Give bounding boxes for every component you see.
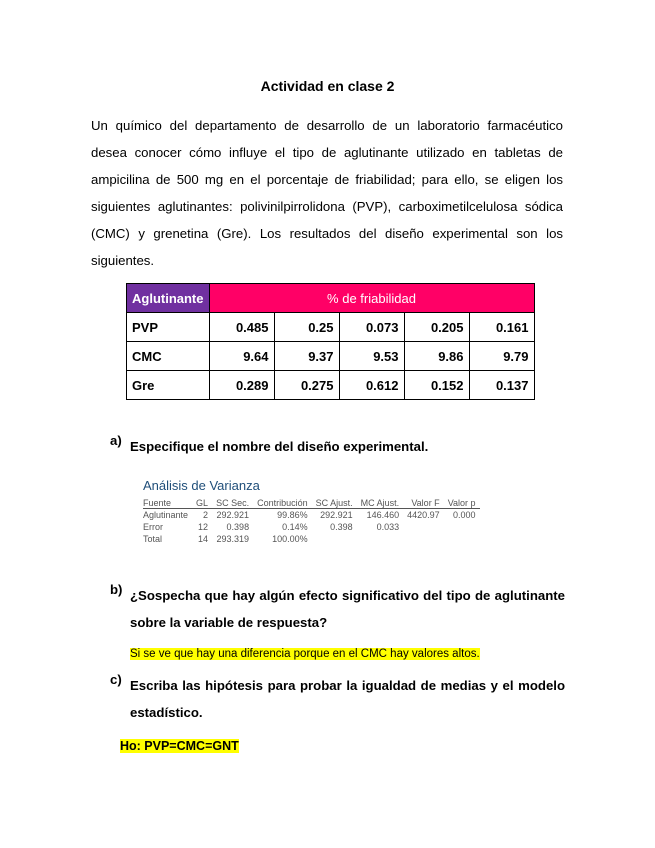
- answer-b: [130, 648, 480, 660]
- anova-block: [143, 478, 480, 545]
- anova-cell: 100.00%: [272, 534, 308, 544]
- table-cell: 0.485: [209, 313, 274, 342]
- intro-paragraph: Un químico del departamento de desarrollo de un laboratorio farmacéutico desea conocer cómo influye el tipo de aglutinante utilizado en tabletas de ampicilina de 500 mg en el porcentaje de friabilidad; para ello, se eligen los siguientes aglutinantes: polivinilpirrolidona (PVP), carboximetilcelulosa sódica (CMC) y grenetina (Gre). Los resultados del diseño experimental son los siguientes.: [91, 118, 563, 268]
- question-text: ¿Sospecha que hay algún efecto significativo del tipo de aglutinante sobre la variable de respuesta?: [130, 588, 565, 630]
- anova-header: Fuente: [143, 498, 192, 509]
- row-label: Gre: [127, 371, 210, 400]
- anova-header: Valor p: [444, 498, 480, 509]
- anova-cell: [357, 533, 404, 545]
- hypothesis: [120, 739, 239, 753]
- table-cell: 0.289: [209, 371, 274, 400]
- anova-cell: 0.398: [330, 522, 353, 532]
- hypothesis-text: Ho: PVP=CMC=GNT: [120, 739, 239, 753]
- question-marker: c): [110, 672, 122, 687]
- header-aglutinante: Aglutinante: [127, 284, 210, 313]
- table-cell: 0.612: [339, 371, 404, 400]
- anova-header: Valor F: [403, 498, 444, 509]
- anova-cell: [312, 533, 357, 545]
- anova-cell: 4420.97: [407, 510, 440, 520]
- table-cell: 9.64: [209, 342, 274, 371]
- anova-cell: 0.14%: [282, 522, 308, 532]
- answer-b-text: Si se ve que hay una diferencia porque en el CMC hay valores altos.: [130, 648, 480, 660]
- table-cell: 9.37: [274, 342, 339, 371]
- table-row: [143, 509, 480, 522]
- table-cell: 9.53: [339, 342, 404, 371]
- table-row: [127, 371, 535, 400]
- anova-cell: [444, 521, 480, 533]
- anova-header: SC Sec.: [212, 498, 253, 509]
- friability-table: [126, 283, 535, 400]
- table-cell: 0.275: [274, 371, 339, 400]
- table-cell: 0.205: [404, 313, 469, 342]
- question-text: Escriba las hipótesis para probar la igualdad de medias y el modelo estadístico.: [130, 678, 565, 720]
- anova-header: MC Ajust.: [357, 498, 404, 509]
- header-friabilidad: % de friabilidad: [209, 284, 534, 313]
- anova-cell: Total: [143, 534, 163, 544]
- anova-title: Análisis de Varianza: [143, 478, 260, 493]
- anova-header: Contribución: [253, 498, 312, 509]
- table-cell: 0.161: [469, 313, 534, 342]
- anova-cell: 293.319: [216, 534, 250, 544]
- anova-cell: 12: [198, 522, 209, 532]
- anova-header-row: [143, 498, 480, 509]
- table-cell: 0.137: [469, 371, 534, 400]
- row-label: CMC: [127, 342, 210, 371]
- anova-cell: Error: [143, 522, 163, 532]
- anova-cell: Aglutinante: [143, 510, 189, 520]
- table-cell: 0.152: [404, 371, 469, 400]
- anova-cell: [403, 533, 444, 545]
- anova-cell: 99.86%: [277, 510, 308, 520]
- question-text: Especifique el nombre del diseño experimental.: [130, 439, 429, 454]
- table-row: [143, 521, 480, 533]
- anova-cell: 146.460: [366, 510, 400, 520]
- anova-cell: 0.000: [453, 510, 476, 520]
- anova-cell: 0.033: [376, 522, 400, 532]
- page-title: Actividad en clase 2: [260, 78, 395, 94]
- anova-cell: 292.921: [320, 510, 353, 520]
- table-cell: 0.073: [339, 313, 404, 342]
- question-marker: a): [110, 433, 122, 448]
- table-row: [127, 313, 535, 342]
- table-cell: 0.25: [274, 313, 339, 342]
- anova-cell: 14: [198, 534, 209, 544]
- anova-header: GL: [192, 498, 212, 509]
- table-cell: 9.79: [469, 342, 534, 371]
- anova-cell: 0.398: [226, 522, 250, 532]
- question-marker: b): [110, 582, 123, 597]
- anova-cell: [403, 521, 444, 533]
- anova-cell: [444, 533, 480, 545]
- table-header-row: [127, 284, 535, 313]
- table-row: [127, 342, 535, 371]
- anova-cell: 292.921: [216, 510, 250, 520]
- table-cell: 9.86: [404, 342, 469, 371]
- table-row: [143, 533, 480, 545]
- anova-table: [143, 498, 480, 545]
- row-label: PVP: [127, 313, 210, 342]
- anova-cell: 2: [203, 510, 209, 520]
- anova-header: SC Ajust.: [312, 498, 357, 509]
